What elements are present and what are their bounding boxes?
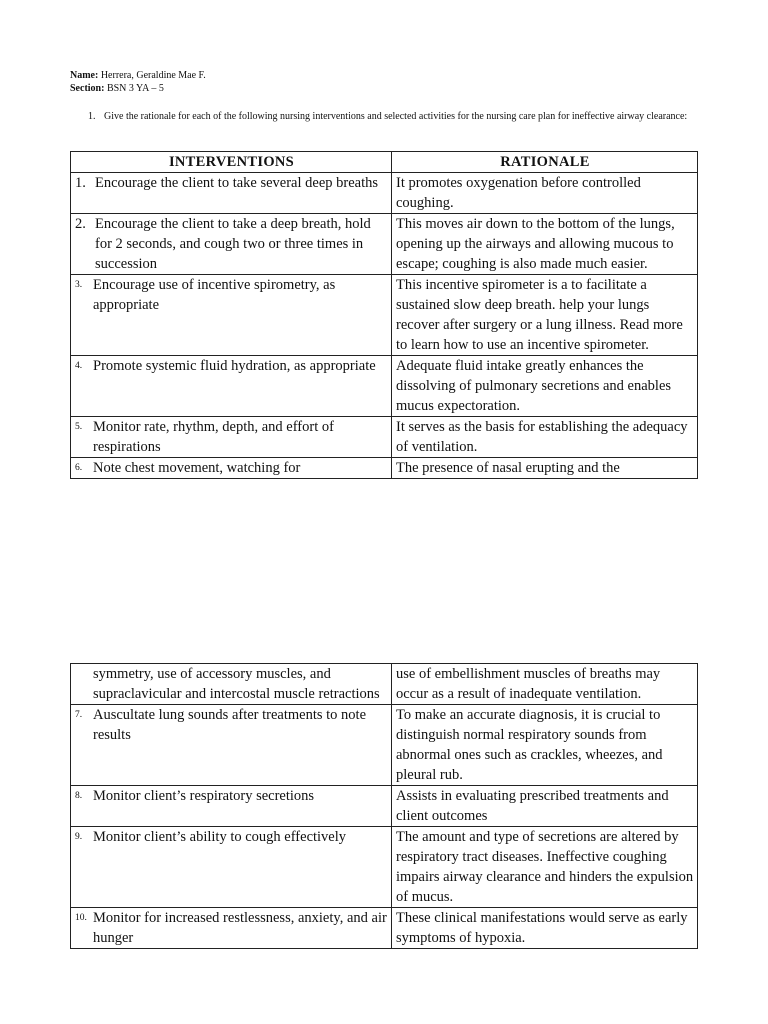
interventions-header: INTERVENTIONS bbox=[71, 152, 392, 173]
question-instruction bbox=[88, 110, 688, 123]
intervention-text: Encourage use of incentive spirometry, as appropriate bbox=[93, 277, 336, 313]
table-row bbox=[71, 275, 698, 356]
intervention-cell bbox=[71, 705, 392, 786]
intervention-cell bbox=[71, 786, 392, 827]
row-number: 3. bbox=[75, 280, 83, 290]
intervention-text: Auscultate lung sounds after treatments to note results bbox=[93, 707, 367, 743]
table-row bbox=[71, 705, 698, 786]
rationale-cell: This moves air down to the bottom of the lungs, opening up the airways and allowing mucous to escape; coughing is also made much easier. bbox=[392, 214, 698, 275]
row-number: 1. bbox=[75, 175, 86, 191]
student-header bbox=[70, 69, 206, 95]
rationale-cell: The presence of nasal erupting and the bbox=[392, 458, 698, 479]
table-row bbox=[71, 786, 698, 827]
rationale-cell: It serves as the basis for establishing the adequacy of ventilation. bbox=[392, 417, 698, 458]
care-plan-table-page2 bbox=[70, 663, 698, 949]
intervention-text: Monitor client’s respiratory secretions bbox=[93, 788, 315, 804]
intervention-cell bbox=[71, 356, 392, 417]
section-label: Section: bbox=[70, 83, 105, 94]
table-row bbox=[71, 827, 698, 908]
question-text: Give the rationale for each of the following nursing interventions and selected activities for the nursing care plan for ineffective airway clearance: bbox=[104, 111, 688, 122]
section-value: BSN 3 YA – 5 bbox=[106, 83, 164, 94]
rationale-cell: Assists in evaluating prescribed treatments and client outcomes bbox=[392, 786, 698, 827]
rationale-cell: To make an accurate diagnosis, it is crucial to distinguish normal respiratory sounds from abnormal ones such as crackles, wheezes, and pleural rub. bbox=[392, 705, 698, 786]
section-line bbox=[70, 82, 206, 95]
question-number: 1. bbox=[88, 111, 96, 122]
rationale-cell: This incentive spirometer is a to facilitate a sustained slow deep breath. help your lungs recover after surgery or a lung illness. Read more to learn how to use an incentive spirometer. bbox=[392, 275, 698, 356]
intervention-cell bbox=[71, 214, 392, 275]
table-row bbox=[71, 417, 698, 458]
intervention-cell bbox=[71, 664, 392, 705]
rationale-header: RATIONALE bbox=[392, 152, 698, 173]
table-row bbox=[71, 214, 698, 275]
intervention-cell bbox=[71, 458, 392, 479]
intervention-cell bbox=[71, 417, 392, 458]
intervention-cell bbox=[71, 908, 392, 949]
rationale-cell: Adequate fluid intake greatly enhances the dissolving of pulmonary secretions and enables mucus expectoration. bbox=[392, 356, 698, 417]
intervention-text: Note chest movement, watching for bbox=[93, 460, 301, 476]
intervention-text: symmetry, use of accessory muscles, and supraclavicular and intercostal muscle retractions bbox=[93, 666, 380, 702]
table-row bbox=[71, 664, 698, 705]
row-number: 5. bbox=[75, 422, 83, 432]
table-row bbox=[71, 458, 698, 479]
table-row bbox=[71, 173, 698, 214]
intervention-text: Monitor for increased restlessness, anxiety, and air hunger bbox=[93, 910, 387, 946]
row-number: 9. bbox=[75, 832, 83, 842]
name-label: Name: bbox=[70, 70, 99, 81]
rationale-cell: use of embellishment muscles of breaths may occur as a result of inadequate ventilation. bbox=[392, 664, 698, 705]
intervention-cell bbox=[71, 173, 392, 214]
table-row bbox=[71, 908, 698, 949]
intervention-text: Monitor client’s ability to cough effectively bbox=[93, 829, 347, 845]
intervention-text: Encourage the client to take a deep breath, hold for 2 seconds, and cough two or three times in succession bbox=[95, 216, 371, 272]
rationale-cell: The amount and type of secretions are altered by respiratory tract diseases. Ineffective coughing impairs airway clearance and hinders the expulsion of mucus. bbox=[392, 827, 698, 908]
intervention-text: Monitor rate, rhythm, depth, and effort of respirations bbox=[93, 419, 334, 455]
name-value: Herrera, Geraldine Mae F. bbox=[100, 70, 206, 81]
row-number: 10. bbox=[75, 913, 87, 923]
row-number: 6. bbox=[75, 463, 83, 473]
intervention-text: Promote systemic fluid hydration, as appropriate bbox=[93, 358, 376, 374]
table-row bbox=[71, 356, 698, 417]
care-plan-table-page1 bbox=[70, 151, 698, 479]
intervention-cell bbox=[71, 827, 392, 908]
rationale-cell: It promotes oxygenation before controlled coughing. bbox=[392, 173, 698, 214]
rationale-cell: These clinical manifestations would serve as early symptoms of hypoxia. bbox=[392, 908, 698, 949]
row-number: 2. bbox=[75, 216, 86, 232]
row-number: 8. bbox=[75, 791, 83, 801]
row-number: 4. bbox=[75, 361, 83, 371]
name-line bbox=[70, 69, 206, 82]
intervention-cell bbox=[71, 275, 392, 356]
intervention-text: Encourage the client to take several deep breaths bbox=[95, 175, 379, 191]
row-number: 7. bbox=[75, 710, 83, 720]
table-header-row bbox=[71, 152, 698, 173]
